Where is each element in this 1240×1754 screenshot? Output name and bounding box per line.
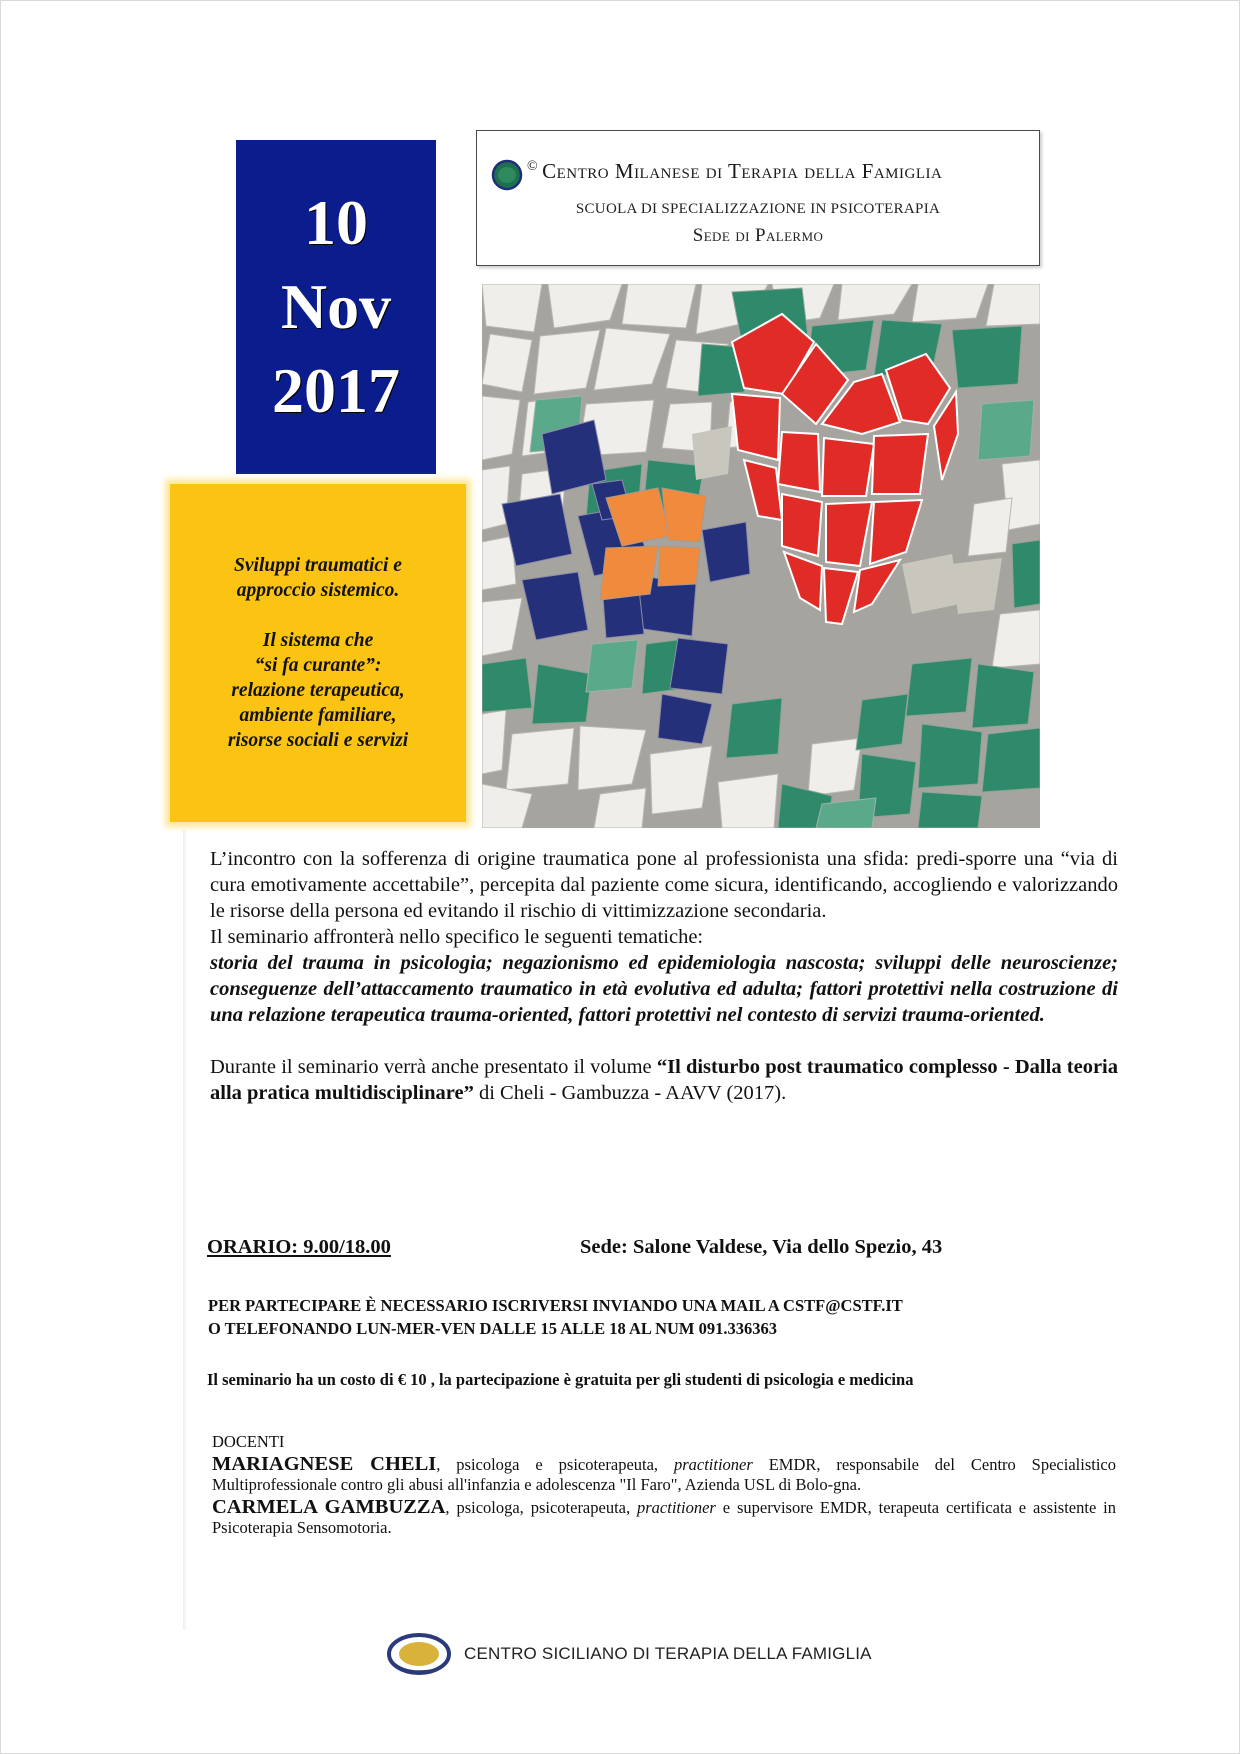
- school-line: SCUOLA DI SPECIALIZZAZIONE IN PSICOTERAPIA: [575, 201, 941, 217]
- mosaic-artwork: [482, 284, 1040, 828]
- institution-name: Centro Milanese di Terapia della Famiglia: [542, 159, 943, 183]
- book-authors: di Cheli - Gambuzza - AAVV (2017).: [473, 1082, 787, 1104]
- topics-intro: Il seminario affronterà nello specifico le seguenti tematiche:: [210, 926, 704, 948]
- date-year: 2017: [272, 355, 400, 426]
- book-intro: Durante il seminario verrà anche presentato il volume: [210, 1056, 657, 1078]
- seminar-subtitle-line: relazione terapeutica,: [231, 680, 405, 701]
- speaker-name: CARMELA GAMBUZZA: [212, 1496, 446, 1518]
- topics-list: storia del trauma in psicologia; negazionismo ed epidemiologia nascosta; sviluppi delle neuroscienze; conseguenze dell’attaccamento traumatico in età evolutiva ed adulta; fattori protettivi nella costruzione di una relazione terapeutica trauma-oriented, fattori protettivi nel contesto di servizi trauma-oriented.: [210, 952, 1118, 1026]
- registration-line: O TELEFONANDO LUN-MER-VEN DALLE 15 ALLE 18 AL NUM 091.336363: [208, 1319, 778, 1338]
- seminar-subtitle-line: Il sistema che: [262, 630, 374, 651]
- cstf-logo-icon: [386, 1632, 452, 1676]
- date-month: Nov: [280, 271, 392, 342]
- date-day: 10: [304, 187, 368, 258]
- speaker-role-italic: practitioner: [637, 1498, 716, 1517]
- seminar-title-line: approccio sistemico.: [236, 580, 400, 601]
- footer: [386, 1632, 872, 1676]
- footer-institution-name: CENTRO SICILIANO DI TERAPIA DELLA FAMIGLIA: [464, 1644, 872, 1663]
- page-shade: [183, 830, 187, 1630]
- speaker-bio: EMDR, responsabile del Centro Specialistico Multiprofessionale contro gli abusi all'infanzia e adolescenza "Il Faro", Azienda USL di Bolo-gna.: [212, 1455, 1116, 1494]
- cmtf-logo-icon: [491, 159, 523, 191]
- copyright-mark: ©: [527, 159, 539, 174]
- seminar-description: [210, 846, 1118, 1106]
- book-title: “Il disturbo post traumatico complesso - Dalla teoria alla pratica multidisciplinare”: [210, 1056, 1118, 1104]
- seminar-subtitle-line: “si fa curante”:: [254, 655, 382, 676]
- seminar-subtitle-line: ambiente familiare,: [239, 705, 397, 726]
- speaker-role-italic: practitioner: [673, 1455, 753, 1474]
- speaker-role: , psicologa e psicoterapeuta,: [436, 1455, 674, 1474]
- institution-header: [476, 130, 1040, 266]
- date-block: [236, 140, 436, 474]
- institution-title: [527, 159, 942, 184]
- seminar-title-line: Sviluppi traumatici e: [234, 555, 402, 576]
- venue-address: Sede: Salone Valdese, Via dello Spezio, 43: [580, 1236, 943, 1258]
- registration-line: PER PARTECIPARE È NECESSARIO ISCRIVERSI INVIANDO UNA MAIL A CSTF@CSTF.IT: [208, 1296, 903, 1315]
- cost-info: Il seminario ha un costo di € 10 , la partecipazione è gratuita per gli studenti di psicologia e medicina: [207, 1370, 914, 1389]
- speaker-entry: [212, 1497, 1116, 1538]
- schedule-time: ORARIO: 9.00/18.00: [207, 1236, 391, 1258]
- speaker-role: , psicologa, psicoterapeuta,: [445, 1498, 638, 1517]
- registration-info: [208, 1294, 903, 1340]
- intro-paragraph: L’incontro con la sofferenza di origine traumatica pone al professionista una sfida: predi-sporre una “via di cura emotivamente accettabile”, percepita dal paziente come sicura, identificando, accogliendo e valorizzando le risorse della persona ed evitando il rischio di vittimizzazione secondaria.: [210, 848, 1118, 922]
- mosaic-heart-image: [482, 284, 1040, 828]
- seminar-title-box: [170, 484, 466, 822]
- location-line: Sede di Palermo: [692, 225, 824, 246]
- speakers-section: [212, 1432, 1116, 1540]
- speaker-entry: [212, 1454, 1116, 1495]
- speakers-label: DOCENTI: [212, 1432, 285, 1451]
- speaker-bio: e supervisore EMDR, terapeuta certificata e assistente in Psicoterapia Sensomotoria.: [212, 1498, 1116, 1537]
- book-paragraph: [210, 1054, 1118, 1106]
- seminar-subtitle-line: risorse sociali e servizi: [227, 730, 409, 751]
- speaker-name: MARIAGNESE CHELI: [212, 1453, 437, 1475]
